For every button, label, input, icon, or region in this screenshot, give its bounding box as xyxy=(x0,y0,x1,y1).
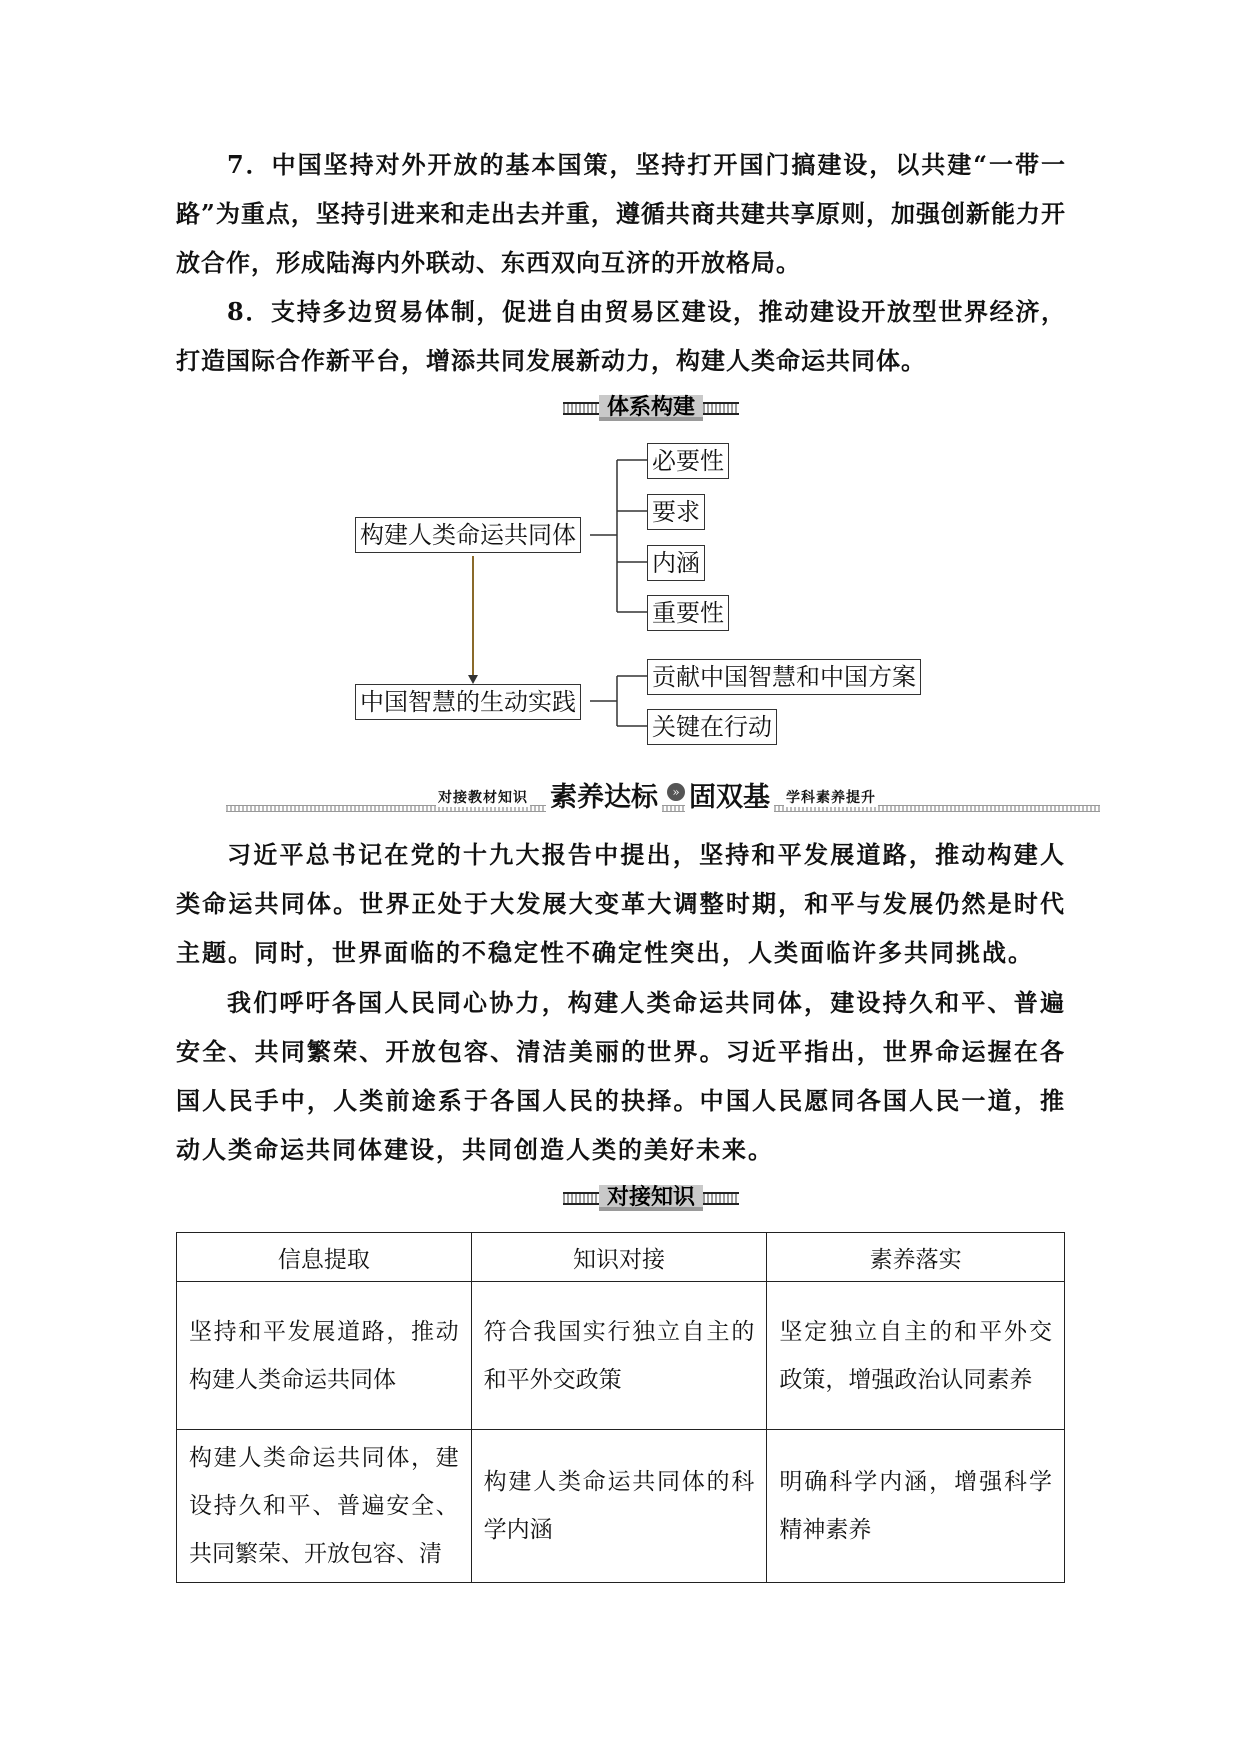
column-header-literacy: 素养落实 xyxy=(767,1233,1065,1282)
table-row xyxy=(177,1282,1065,1430)
knowledge-header-label: 对接知识 xyxy=(599,1185,703,1211)
mindmap-node-requirements: 要求 xyxy=(647,494,705,530)
banner-title-b: 固双基 xyxy=(685,775,774,814)
column-header-info: 信息提取 xyxy=(177,1233,472,1282)
point-8-text: 8．支持多边贸易体制，促进自由贸易区建设，推动建设开放型世界经济，打造国际合作新平台，增添共同发展新动力，构建人类命运共同体。 xyxy=(176,297,1066,375)
mindmap-node-action: 关键在行动 xyxy=(647,709,777,745)
mindmap-node-connotation: 内涵 xyxy=(647,545,705,581)
mindmap-root-wisdom: 中国智慧的生动实践 xyxy=(355,684,581,720)
knowledge-header-badge xyxy=(563,1187,739,1209)
mindmap-node-importance: 重要性 xyxy=(647,595,729,631)
badge-left-bar xyxy=(563,1192,599,1205)
banner-rule xyxy=(226,805,1100,812)
material-paragraph-2: 我们呼吁各国人民同心协力，构建人类命运共同体，建设持久和平、普遍安全、共同繁荣、开放包容、清洁美丽的世界。习近平指出，世界命运握在各国人民手中，人类前途系于各国人民的抉择。中国人民愿同各国人民一道，推动人类命运共同体建设，共同创造人类的美好未来。 xyxy=(176,988,1066,1164)
table-cell: 符合我国实行独立自主的和平外交政策 xyxy=(471,1282,767,1430)
material-paragraph-1: 习近平总书记在党的十九大报告中提出，坚持和平发展道路，推动构建人类命运共同体。世界正处于大发展大变革大调整时期，和平与发展仍然是时代主题。同时，世界面临的不稳定性不确定性突出，人类面临许多共同挑战。 xyxy=(176,840,1066,967)
banner-right-caption: 学科素养提升 xyxy=(784,787,878,807)
knowledge-table xyxy=(176,1232,1065,1583)
table-cell: 构建人类命运共同体的科学内涵 xyxy=(471,1430,767,1583)
mindmap-node-necessity: 必要性 xyxy=(647,443,729,479)
point-7-text: 7．中国坚持对外开放的基本国策，坚持打开国门搞建设，以共建“一带一路”为重点，坚持引进来和走出去并重，遵循共商共建共享原则，加强创新能力开放合作，形成陆海内外联动、东西双向互济的开放格局。 xyxy=(176,150,1066,277)
table-cell: 坚持和平发展道路，推动构建人类命运共同体 xyxy=(177,1282,472,1430)
table-cell: 坚定独立自主的和平外交政策，增强政治认同素养 xyxy=(767,1282,1065,1430)
table-row xyxy=(177,1430,1065,1583)
badge-right-bar xyxy=(703,1192,739,1205)
mindmap-connectors xyxy=(0,0,1241,780)
banner-left-caption: 对接教材知识 xyxy=(436,787,530,807)
table-header-row xyxy=(177,1233,1065,1282)
table-cell: 明确科学内涵，增强科学精神素养 xyxy=(767,1430,1065,1583)
column-header-knowledge: 知识对接 xyxy=(471,1233,767,1282)
banner-arrow-icon: » xyxy=(667,783,685,801)
table-cell: 构建人类命运共同体，建设持久和平、普遍安全、共同繁荣、开放包容、清 xyxy=(177,1430,472,1583)
banner-title-a: 素养达标 xyxy=(546,775,662,814)
system-header-label: 体系构建 xyxy=(599,395,703,421)
section-banner xyxy=(226,775,1100,815)
mindmap-node-contribution: 贡献中国智慧和中国方案 xyxy=(647,659,921,695)
mindmap-root-community: 构建人类命运共同体 xyxy=(355,517,581,553)
